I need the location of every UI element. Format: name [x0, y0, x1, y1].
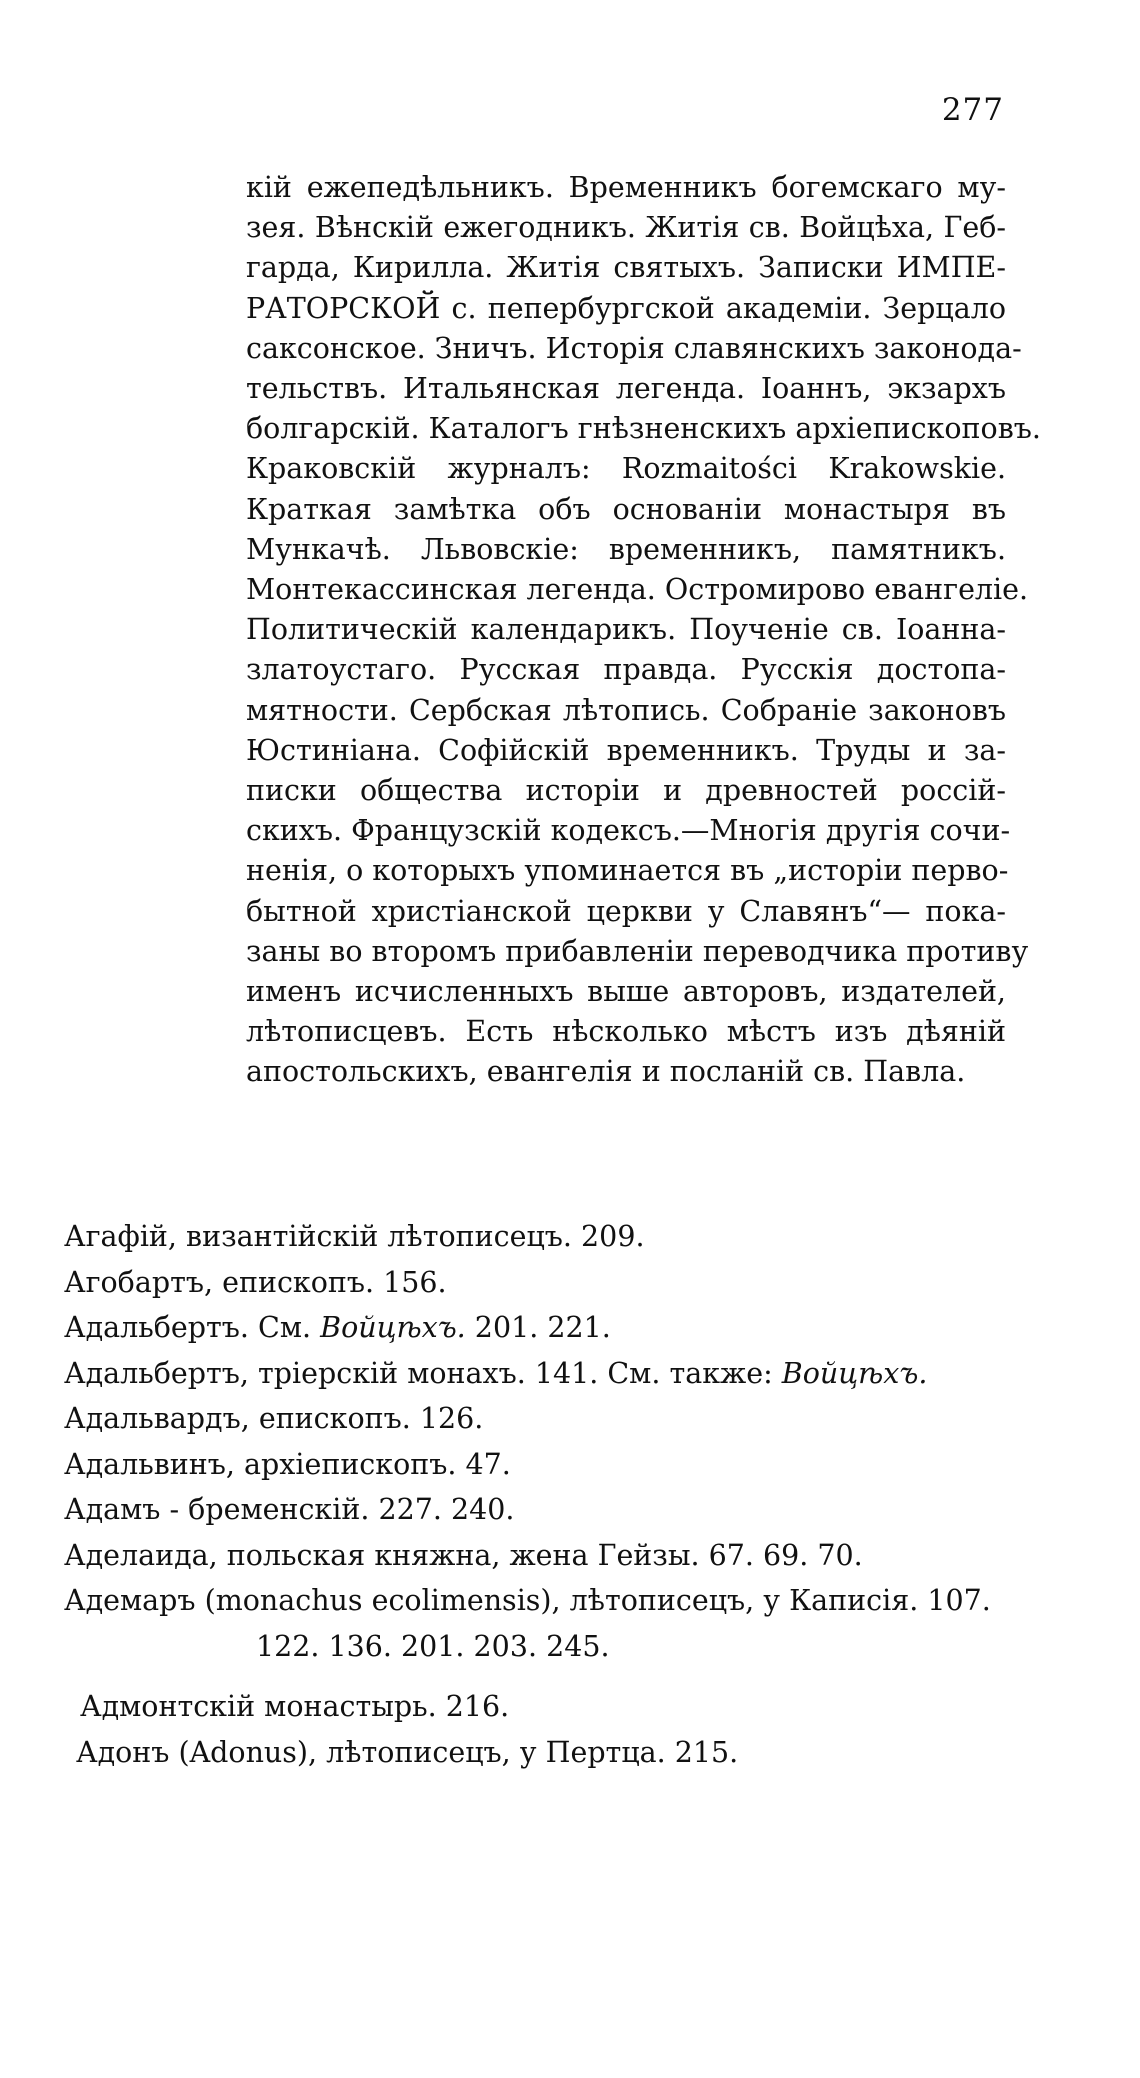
- entry-text: Адальбертъ, тріерскій монахъ. 141. См. также:: [64, 1356, 782, 1390]
- text-line: скихъ. Французскій кодексъ.—Многія другія сочи-: [246, 814, 1011, 848]
- index-entry: [64, 1214, 1064, 1260]
- entry-text: Адальвинъ, архіепископъ. 47.: [64, 1447, 511, 1481]
- entry-text: Агобартъ, епископъ. 156.: [64, 1265, 447, 1299]
- text-line: ненія, о которыхъ упоминается въ „исторіи перво-: [246, 854, 1009, 888]
- text-line: Краковскій журналъ: Rozmaitości Krakowskie.: [246, 452, 1006, 486]
- spacer: [64, 1669, 1064, 1684]
- text-line: заны во второмъ прибавленіи переводчика противу: [246, 934, 1029, 968]
- text-line: Юстиніана. Софійскій временникъ. Труды и за-: [246, 733, 1006, 767]
- index-list: [64, 1214, 1064, 1775]
- entry-pages: 201. 221.: [465, 1311, 611, 1344]
- entry-text: Агафій, византійскій лѣтописецъ. 209.: [64, 1220, 645, 1253]
- text-line: Монтекассинская легенда. Остромирово евангеліе.: [246, 573, 1029, 607]
- entry-text: Аделаида, польская княжна, жена Гейзы. 67. 69. 70.: [64, 1538, 863, 1572]
- entry-text: Адальбертъ. См.: [64, 1311, 321, 1344]
- text-line: болгарскій. Каталогъ гнѣзненскихъ архіепископовъ.: [246, 412, 1041, 446]
- index-entry: [64, 1442, 1064, 1488]
- text-line: Мункачѣ. Львовскіе: временникъ, памятникъ.: [246, 532, 1006, 566]
- entry-text: Адмонтскій монастырь. 216.: [80, 1690, 510, 1723]
- index-entry: [64, 1533, 1064, 1579]
- text-line: бытной христіанской церкви у Славянъ“— пока-: [246, 894, 1006, 928]
- text-line: златоустаго. Русская правда. Русскія достопа-: [246, 653, 1006, 687]
- index-entry: [64, 1578, 1064, 1624]
- index-entry: [64, 1305, 1064, 1351]
- text-line: тельствъ. Итальянская легенда. Іоаннъ, экзархъ: [246, 372, 1006, 406]
- entry-text: Адальвардъ, епископъ. 126.: [64, 1402, 484, 1435]
- index-entry: [64, 1351, 1064, 1397]
- text-line: именъ исчисленныхъ выше авторовъ, издателей,: [246, 975, 1006, 1009]
- entry-text: 122. 136. 201. 203. 245.: [256, 1629, 610, 1663]
- cross-reference: Войцѣхъ.: [320, 1311, 466, 1344]
- text-line: Политическій календарикъ. Поученіе св. Іоанна-: [246, 613, 1006, 647]
- text-line: РАТОРСКОЙ с. пепербургской академіи. Зерцало: [246, 291, 1006, 325]
- text-line: апостольскихъ, евангелія и посланій св. Павла.: [246, 1055, 966, 1089]
- index-entry: [64, 1260, 1064, 1306]
- index-entry: [64, 1684, 1064, 1730]
- index-entry: [64, 1396, 1064, 1442]
- text-line: кій ежепедѣльникъ. Временникъ богемскаго му-: [246, 171, 1006, 204]
- index-entry: [64, 1487, 1064, 1533]
- text-line: саксонское. Зничъ. Исторія славянскихъ законода-: [246, 331, 1022, 365]
- cross-reference: Войцѣхъ.: [781, 1356, 928, 1390]
- text-line: мятности. Сербская лѣтопись. Собраніе законовъ: [246, 693, 1006, 727]
- text-line: лѣтописцевъ. Есть нѣсколько мѣстъ изъ дѣяній: [246, 1015, 1006, 1049]
- entry-text: Адамъ - бременскій. 227. 240.: [64, 1493, 515, 1526]
- text-line: гарда, Кирилла. Житія святыхъ. Записки ИМПЕ-: [246, 251, 1006, 285]
- text-line: зея. Вѣнскій ежегодникъ. Житія св. Войцѣха, Геб-: [246, 211, 1006, 245]
- text-line: писки общества исторіи и древностей россій-: [246, 774, 1006, 808]
- index-entry-continuation: [64, 1624, 1064, 1670]
- entry-text: Адонъ (Adonus), лѣтописецъ, у Пертца. 215.: [76, 1735, 739, 1769]
- page-number: 277: [941, 92, 1004, 128]
- entry-text: Адемаръ (monachus ecolimensis), лѣтописецъ, у Каписія. 107.: [64, 1584, 991, 1617]
- index-entry: [64, 1730, 1064, 1776]
- body-paragraph: [246, 168, 1041, 1093]
- text-line: Краткая замѣтка объ основаніи монастыря въ: [246, 492, 1006, 526]
